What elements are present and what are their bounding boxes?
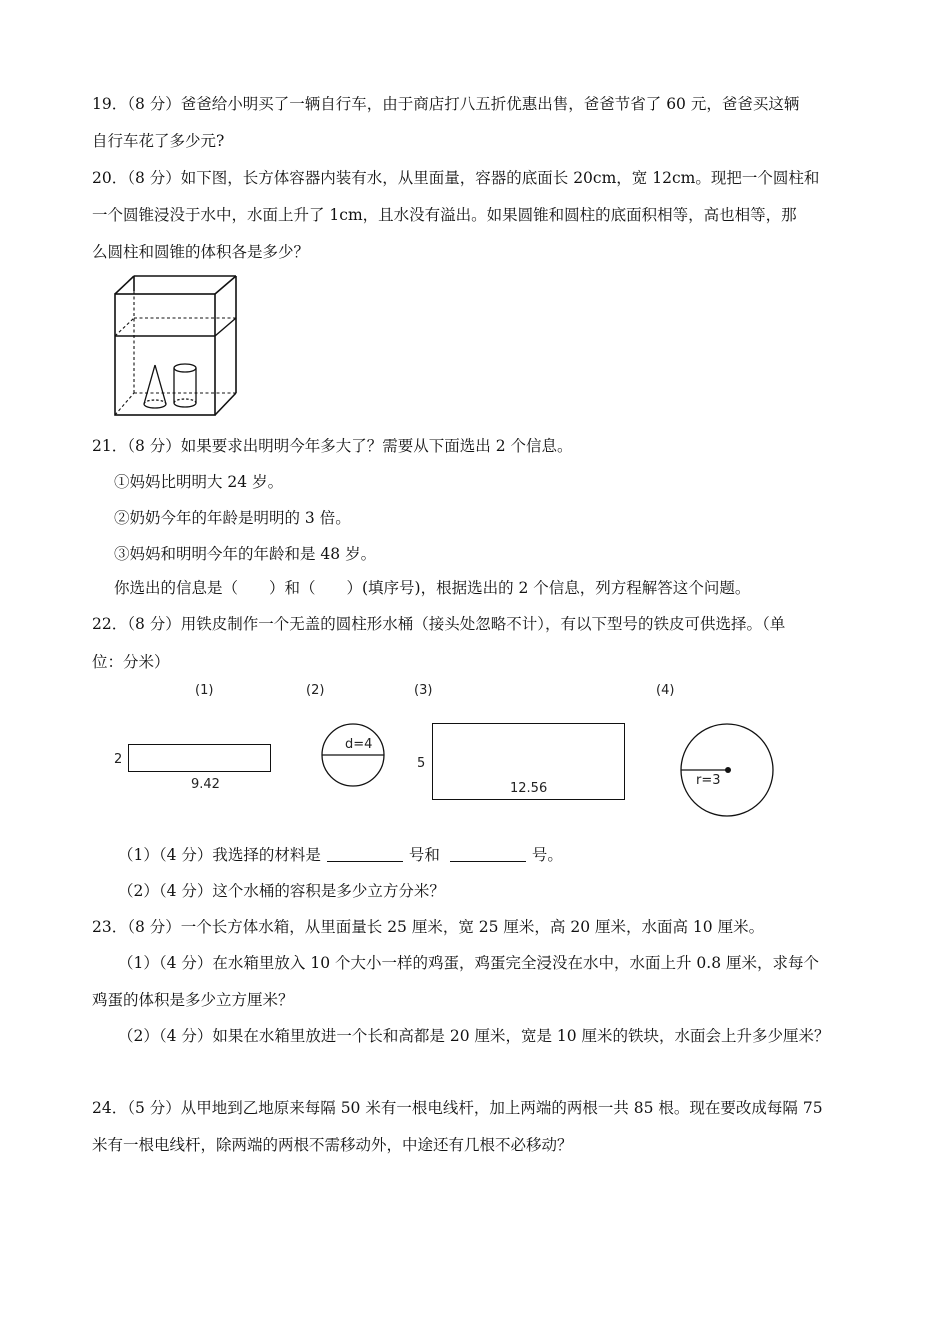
q20-line-3: 么圆柱和圆锥的体积各是多少？ <box>92 243 310 261</box>
rect3-height-label: 5 <box>417 756 426 771</box>
circle4-radius-label: r=3 <box>696 773 721 788</box>
fig-label-4: (4) <box>656 683 675 698</box>
sheet-circle-2 <box>320 723 386 789</box>
q23-sub1-line-1: （1）（4 分）在水箱里放入 10 个大小一样的鸡蛋，鸡蛋完全浸没在水中，水面上升 0.8 厘米，求每个 <box>118 954 819 972</box>
q19-line-2: 自行车花了多少元? <box>92 132 225 150</box>
sheet-rectangle-1 <box>128 744 271 772</box>
q21-line-1: 21．（8 分）如果要求出明明今年多大了？需要从下面选出 2 个信息。 <box>92 437 573 455</box>
q20-line-2: 一个圆锥浸没于水中，水面上升了 1cm，且水没有溢出。如果圆锥和圆柱的底面积相等，高也相等，那 <box>92 206 797 224</box>
circle2-diameter-label: d=4 <box>345 737 373 752</box>
rect3-width-label: 12.56 <box>510 781 548 796</box>
q22-sub1-suffix: 号。 <box>531 846 563 864</box>
sheet-circle-4 <box>677 722 775 818</box>
q21-option-3: ③妈妈和明明今年的年龄和是 48 岁。 <box>114 545 377 563</box>
answer-blank-1[interactable] <box>327 847 403 862</box>
q22-sub-1 <box>118 845 563 865</box>
q23-sub1-line-2: 鸡蛋的体积是多少立方厘米？ <box>92 991 294 1009</box>
q19-line-1: 19．（8 分）爸爸给小明买了一辆自行车，由于商店打八五折优惠出售，爸爸节省了 60 元，爸爸买这辆 <box>92 95 800 113</box>
q22-sub1-mid: 号和 <box>408 846 440 864</box>
q22-line-1: 22．（8 分）用铁皮制作一个无盖的圆柱形水桶（接头处忽略不计），有以下型号的铁皮可供选择。（单 <box>92 615 786 633</box>
answer-blank-2[interactable] <box>450 847 526 862</box>
q22-sub1-prefix: （1）（4 分）我选择的材料是 <box>118 846 321 864</box>
container-diagram <box>110 272 245 422</box>
cylinder-shape <box>174 364 196 407</box>
q22-line-2: 位：分米） <box>92 653 170 671</box>
q24-line-1: 24．（5 分）从甲地到乙地原来每隔 50 米有一根电线杆，加上两端的两根一共 85 根。现在要改成每隔 75 <box>92 1099 823 1117</box>
fig-label-2: (2) <box>306 683 325 698</box>
fig-label-3: (3) <box>414 683 433 698</box>
rect1-width-label: 9.42 <box>191 777 220 792</box>
rect1-height-label: 2 <box>114 752 123 767</box>
q21-line-5: 你选出的信息是（ ）和（ ）(填序号)，根据选出的 2 个信息，列方程解答这个问题。 <box>114 579 751 597</box>
q23-sub-2: （2）（4 分）如果在水箱里放进一个长和高都是 20 厘米，宽是 10 厘米的铁块，水面会上升多少厘米？ <box>118 1027 830 1045</box>
cone-shape <box>144 365 166 408</box>
q21-option-1: ①妈妈比明明大 24 岁。 <box>114 473 284 491</box>
q23-line-1: 23．（8 分）一个长方体水箱，从里面量长 25 厘米，宽 25 厘米，高 20 厘米，水面高 10 厘米。 <box>92 918 765 936</box>
q20-line-1: 20．（8 分）如下图，长方体容器内装有水，从里面量，容器的底面长 20cm，宽 12cm。现把一个圆柱和 <box>92 169 820 187</box>
q22-sub-2: （2）（4 分）这个水桶的容积是多少立方分米？ <box>118 882 445 900</box>
q24-line-2: 米有一根电线杆，除两端的两根不需移动外，中途还有几根不必移动？ <box>92 1136 573 1154</box>
q21-option-2: ②奶奶今年的年龄是明明的 3 倍。 <box>114 509 351 527</box>
fig-label-1: (1) <box>195 683 214 698</box>
